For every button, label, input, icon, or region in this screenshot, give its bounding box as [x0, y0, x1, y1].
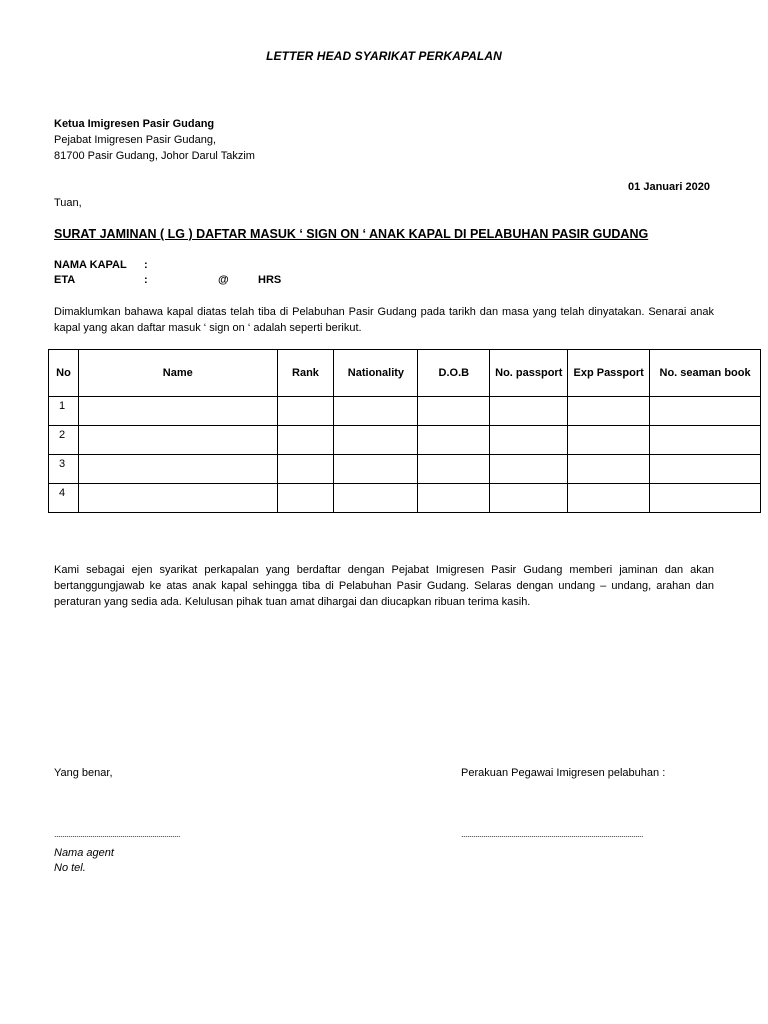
nama-kapal-label: NAMA KAPAL: [54, 259, 127, 271]
cell-name[interactable]: [78, 397, 277, 426]
cell-seaman-book[interactable]: [650, 484, 761, 513]
row-number: 4: [49, 484, 79, 513]
guarantee-paragraph: Kami sebagai ejen syarikat perkapalan yang berdaftar dengan Pejabat Imigresen Pasir Gudang memberi jaminan dan akan bertanggungjawab ke atas anak kapal sehingga tiba di Pelabuhan Pasir Gudang. Selaras dengan undang – undang, arahan dan peraturan yang sedia ada. Kelulusan pihak tuan amat dihargai dan diucapkan ribuan terima kasih.: [54, 564, 714, 608]
cell-exp-passport[interactable]: [568, 397, 650, 426]
cell-seaman-book[interactable]: [650, 455, 761, 484]
cell-passport[interactable]: [490, 426, 568, 455]
intro-paragraph: Dimaklumkan bahawa kapal diatas telah tiba di Pelabuhan Pasir Gudang pada tarikh dan masa yang telah dinyatakan. Senarai anak kapal yang akan daftar masuk ‘ sign on ‘ adalah seperti berikut.: [54, 306, 714, 334]
officer-approval-label: Perakuan Pegawai Imigresen pelabuhan :: [461, 767, 666, 779]
cell-passport[interactable]: [490, 455, 568, 484]
cell-passport[interactable]: [490, 484, 568, 513]
cell-dob[interactable]: [418, 397, 490, 426]
table-row: [49, 426, 761, 455]
cell-exp-passport[interactable]: [568, 455, 650, 484]
cell-dob[interactable]: [418, 426, 490, 455]
eta-label: ETA: [54, 274, 76, 286]
cell-name[interactable]: [78, 484, 277, 513]
header-nationality: Nationality: [334, 350, 418, 397]
eta-colon: :: [144, 274, 148, 286]
agent-name-label: Nama agent: [54, 847, 114, 859]
eta-hrs-label: HRS: [258, 274, 282, 286]
recipient-title: Ketua Imigresen Pasir Gudang: [54, 118, 215, 130]
header-exp-passport: Exp Passport: [568, 350, 650, 397]
row-number: 1: [49, 397, 79, 426]
salutation: Tuan,: [54, 197, 82, 209]
crew-table: [48, 349, 761, 513]
cell-nationality[interactable]: [334, 397, 418, 426]
header-dob: D.O.B: [418, 350, 490, 397]
cell-rank[interactable]: [277, 426, 334, 455]
letter-subject: SURAT JAMINAN ( LG ) DAFTAR MASUK ‘ SIGN ON ‘ ANAK KAPAL DI PELABUHAN PASIR GUDANG: [54, 227, 649, 241]
header-seaman-book: No. seaman book: [650, 350, 761, 397]
letter-date: 01 Januari 2020: [628, 181, 710, 193]
table-header-row: [49, 350, 761, 397]
cell-nationality[interactable]: [334, 484, 418, 513]
cell-dob[interactable]: [418, 484, 490, 513]
cell-seaman-book[interactable]: [650, 397, 761, 426]
cell-nationality[interactable]: [334, 426, 418, 455]
recipient-office: Pejabat Imigresen Pasir Gudang,: [54, 134, 217, 146]
header-rank: Rank: [277, 350, 334, 397]
row-number: 2: [49, 426, 79, 455]
letterhead-title: LETTER HEAD SYARIKAT PERKAPALAN: [266, 49, 502, 63]
cell-passport[interactable]: [490, 397, 568, 426]
officer-signature-line: ...........................................................................................: [461, 829, 644, 839]
cell-exp-passport[interactable]: [568, 426, 650, 455]
table-row: [49, 455, 761, 484]
table-row: [49, 484, 761, 513]
cell-name[interactable]: [78, 426, 277, 455]
header-name: Name: [78, 350, 277, 397]
cell-exp-passport[interactable]: [568, 484, 650, 513]
table-row: [49, 397, 761, 426]
cell-nationality[interactable]: [334, 455, 418, 484]
agent-tel-label: No tel.: [54, 862, 86, 874]
closing-label: Yang benar,: [54, 767, 113, 779]
header-passport: No. passport: [490, 350, 568, 397]
cell-rank[interactable]: [277, 455, 334, 484]
cell-seaman-book[interactable]: [650, 426, 761, 455]
cell-dob[interactable]: [418, 455, 490, 484]
recipient-address: 81700 Pasir Gudang, Johor Darul Takzim: [54, 150, 255, 162]
nama-kapal-colon: :: [144, 259, 148, 271]
eta-at-sign: @: [218, 274, 229, 286]
agent-signature-line: ...............................................................: [54, 829, 181, 839]
cell-rank[interactable]: [277, 397, 334, 426]
row-number: 3: [49, 455, 79, 484]
cell-name[interactable]: [78, 455, 277, 484]
cell-rank[interactable]: [277, 484, 334, 513]
header-no: No: [49, 350, 79, 397]
